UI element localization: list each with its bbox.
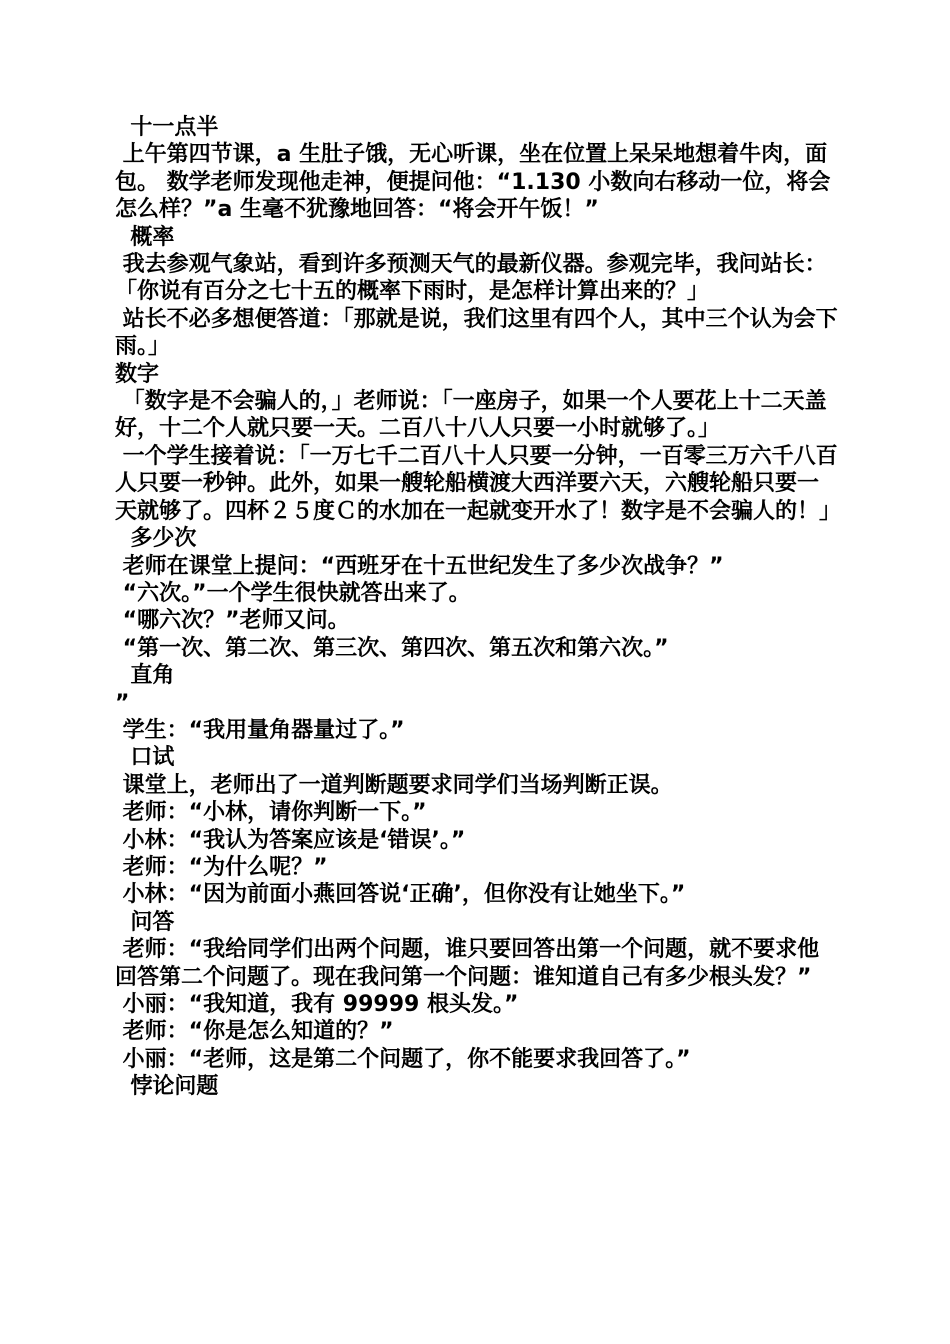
paragraph-how-many-followup: “哪六次？”老师又问。 <box>115 608 350 634</box>
paragraph-oral-exam-intro: 课堂上，老师出了一道判断题要求同学们当场判断正误。 <box>115 772 673 798</box>
paragraph-q-and-a-teacher-2: 老师：“你是怎么知道的？” <box>115 1019 394 1045</box>
heading-right-angle: 直角 <box>115 663 175 689</box>
heading-how-many-times: 多少次 <box>115 526 197 552</box>
paragraph-q-and-a-xiaoli-1: 小丽：“我知道，我有 99999 根头发。” <box>115 992 519 1017</box>
paragraph-probability-question: 我去参观气象站，看到许多预测天气的最新仪器。参观完毕，我问站长：「你说有百分之七十五的概率下雨时，是怎样计算出来的？」 <box>115 252 827 305</box>
paragraph-numbers-student: 一个学生接着说：「一万七千二百八十人只要一分钟，一百零三万六千八百人只要一秒钟。此外，如果一艘轮船横渡大西洋要六天，六艘轮船只要一天就够了。四杯２５度Ｃ的水加在一起就变开水了！数字是不会骗人的！」 <box>115 443 842 524</box>
paragraph-oral-exam-teacher-1: 老师：“小林，请你判断一下。” <box>115 800 427 826</box>
paragraph-how-many-answer: “六次。”一个学生很快就答出来了。 <box>115 580 471 606</box>
document-body <box>115 114 840 1101</box>
heading-paradox: 悖论问题 <box>115 1074 219 1100</box>
heading-numbers: 数字 <box>115 361 160 387</box>
heading-q-and-a: 问答 <box>115 909 175 935</box>
paragraph-q-and-a-xiaoli-2: 小丽：“老师，这是第二个问题了，你不能要求我回答了。” <box>115 1046 691 1072</box>
paragraph-q-and-a-teacher-1: 老师：“我给同学们出两个问题，谁只要回答出第一个问题，就不要求他回答第二个问题了。现在我问第一个问题：谁知道自己有多少根头发？” <box>115 937 820 990</box>
paragraph-how-many-question: 老师在课堂上提问：“西班牙在十五世纪发生了多少次战争？” <box>115 553 724 579</box>
heading-oral-exam: 口试 <box>115 745 175 771</box>
paragraph-oral-exam-xiaolin-2: 小林：“因为前面小燕回答说‘正确’，但你没有让她坐下。” <box>115 882 686 908</box>
paragraph-how-many-final: “第一次、第二次、第三次、第四次、第五次和第六次。” <box>115 635 669 661</box>
heading-eleven-thirty: 十一点半 <box>115 115 219 140</box>
paragraph-oral-exam-xiaolin-1: 小林：“我认为答案应该是‘错误’。” <box>115 827 466 853</box>
heading-probability: 概率 <box>115 224 175 250</box>
paragraph-right-angle-student: 学生：“我用量角器量过了。” <box>115 717 405 743</box>
paragraph-probability-answer: 站长不必多想便答道：「那就是说，我们这里有四个人，其中三个认为会下雨。」 <box>115 306 838 360</box>
paragraph-oral-exam-teacher-2: 老师：“为什么呢？” <box>115 854 328 880</box>
paragraph-numbers-teacher: 「数字是不会骗人的，」老师说：「一座房子，如果一个人要花上十二天盖好，十二个人就只要一天。二百八十八人只要一小时就够了。」 <box>115 389 827 442</box>
paragraph-eleven-thirty: 上午第四节课，a 生肚子饿，无心听课，坐在位置上呆呆地想着牛肉，面包。 数学老师发现他走神，便提问他：“1.130 小数向右移动一位，将会怎么样？”a 生毫不犹豫地回答：“将会开午饭！” <box>115 142 831 223</box>
stray-quote-mark: ” <box>115 690 130 716</box>
